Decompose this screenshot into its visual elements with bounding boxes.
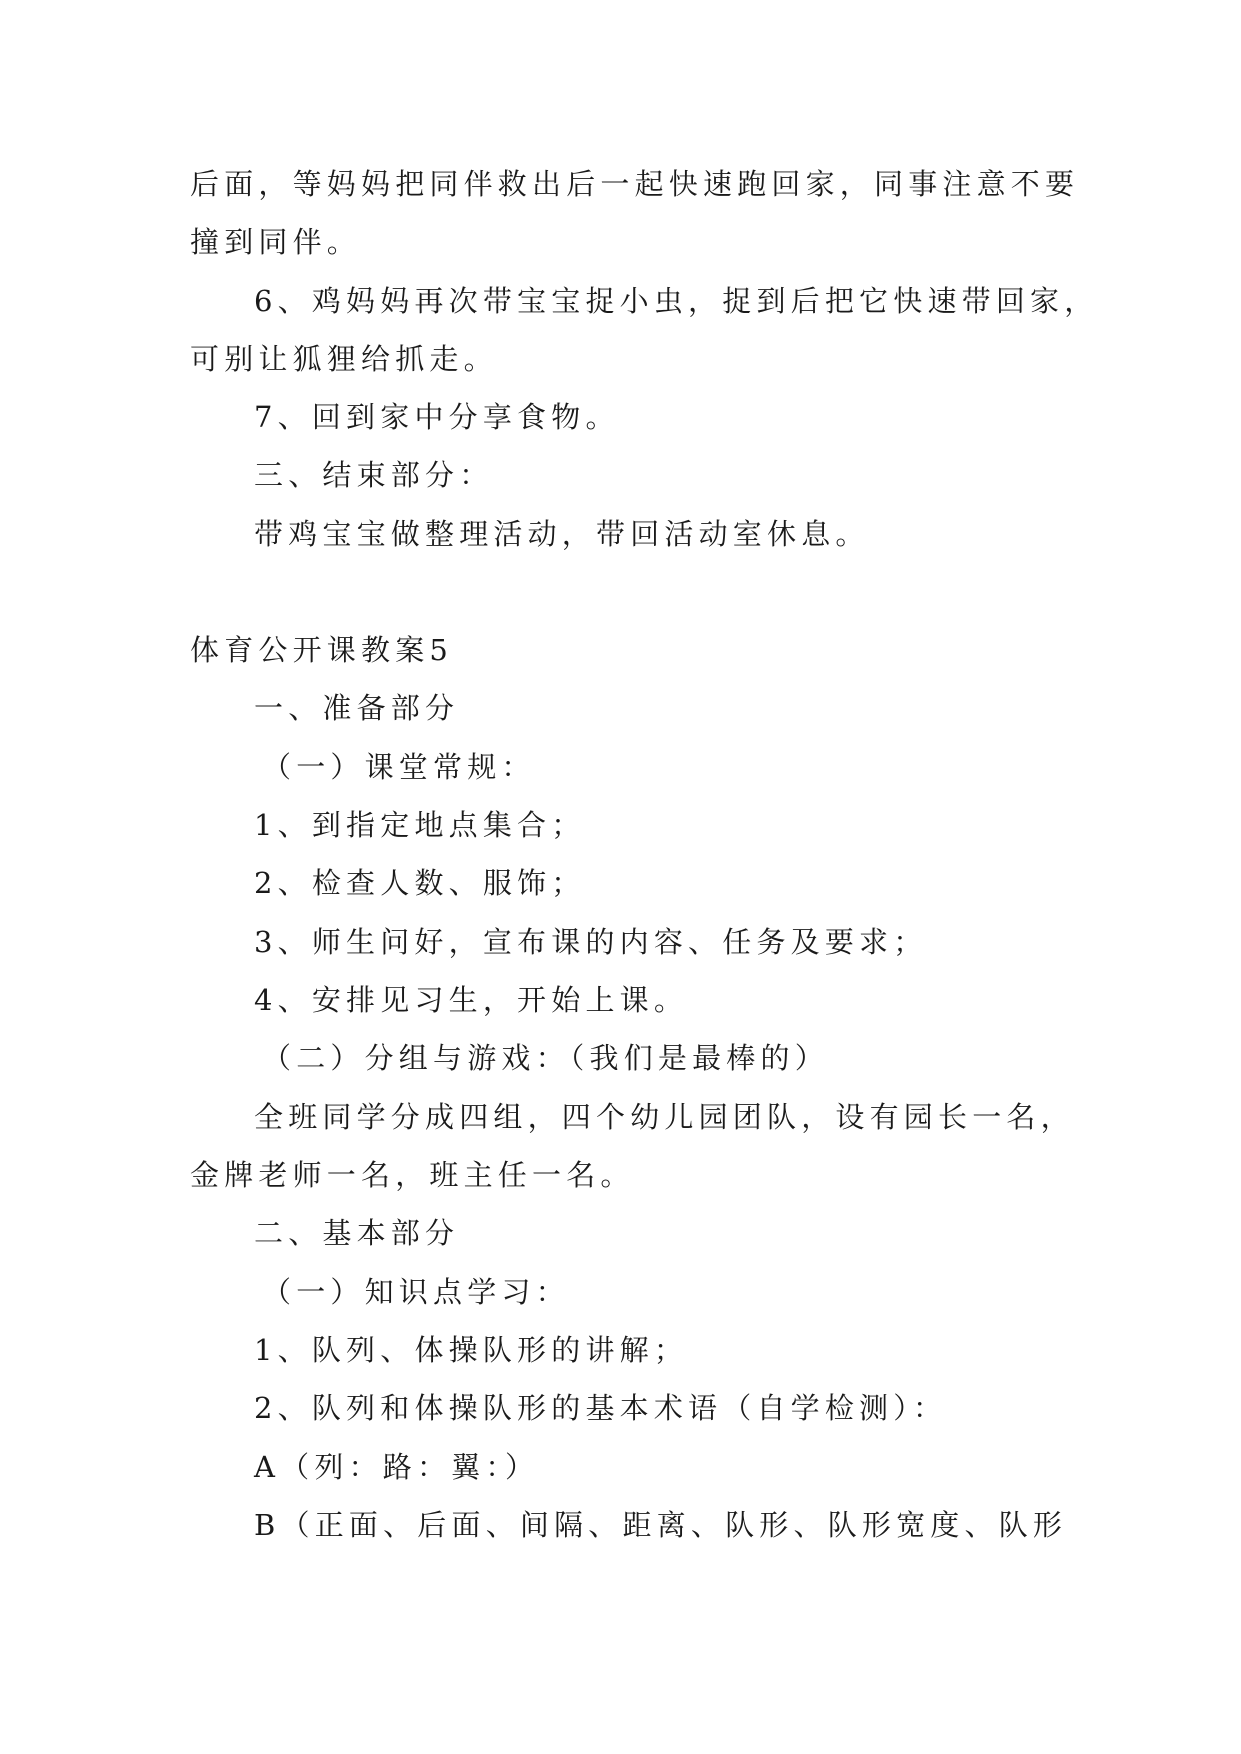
text-line: 撞到同伴。	[190, 225, 362, 259]
text-line: 二、基本部分	[254, 1216, 460, 1250]
text-line: 6、鸡妈妈再次带宝宝捉小虫，捉到后把它快速带回家，	[254, 284, 1099, 318]
text-line: B（正面、后面、间隔、距离、队形、队形宽度、队形	[254, 1508, 1068, 1542]
text-line: （一）课堂常规：	[262, 750, 536, 784]
text-line: A（列：路：翼：）	[254, 1450, 540, 1484]
text-line: 2、队列和体操队形的基本术语（自学检测）：	[254, 1391, 948, 1425]
text-line: 2、检查人数、服饰；	[254, 866, 586, 900]
text-line: 3、师生问好，宣布课的内容、任务及要求；	[254, 925, 928, 959]
text-line: 1、队列、体操队形的讲解；	[254, 1333, 689, 1367]
text-line: （二）分组与游戏：（我们是最棒的）	[262, 1041, 829, 1075]
text-line: 1、到指定地点集合；	[254, 808, 586, 842]
text-line: 带鸡宝宝做整理活动，带回活动室休息。	[254, 517, 870, 551]
text-line: 三、结束部分：	[254, 458, 494, 492]
section-title: 体育公开课教案5	[190, 633, 454, 667]
text-line: 可别让狐狸给抓走。	[190, 342, 498, 376]
text-line: 4、安排见习生，开始上课。	[254, 983, 689, 1017]
text-line: 一、准备部分	[254, 691, 460, 725]
text-line: 7、回到家中分享食物。	[254, 400, 620, 434]
text-line: 全班同学分成四组，四个幼儿园团队，设有园长一名，	[254, 1100, 1075, 1134]
text-line: 后面，等妈妈把同伴救出后一起快速跑回家，同事注意不要	[190, 167, 1080, 201]
text-line: 金牌老师一名，班主任一名。	[190, 1158, 635, 1192]
text-line: （一）知识点学习：	[262, 1275, 570, 1309]
